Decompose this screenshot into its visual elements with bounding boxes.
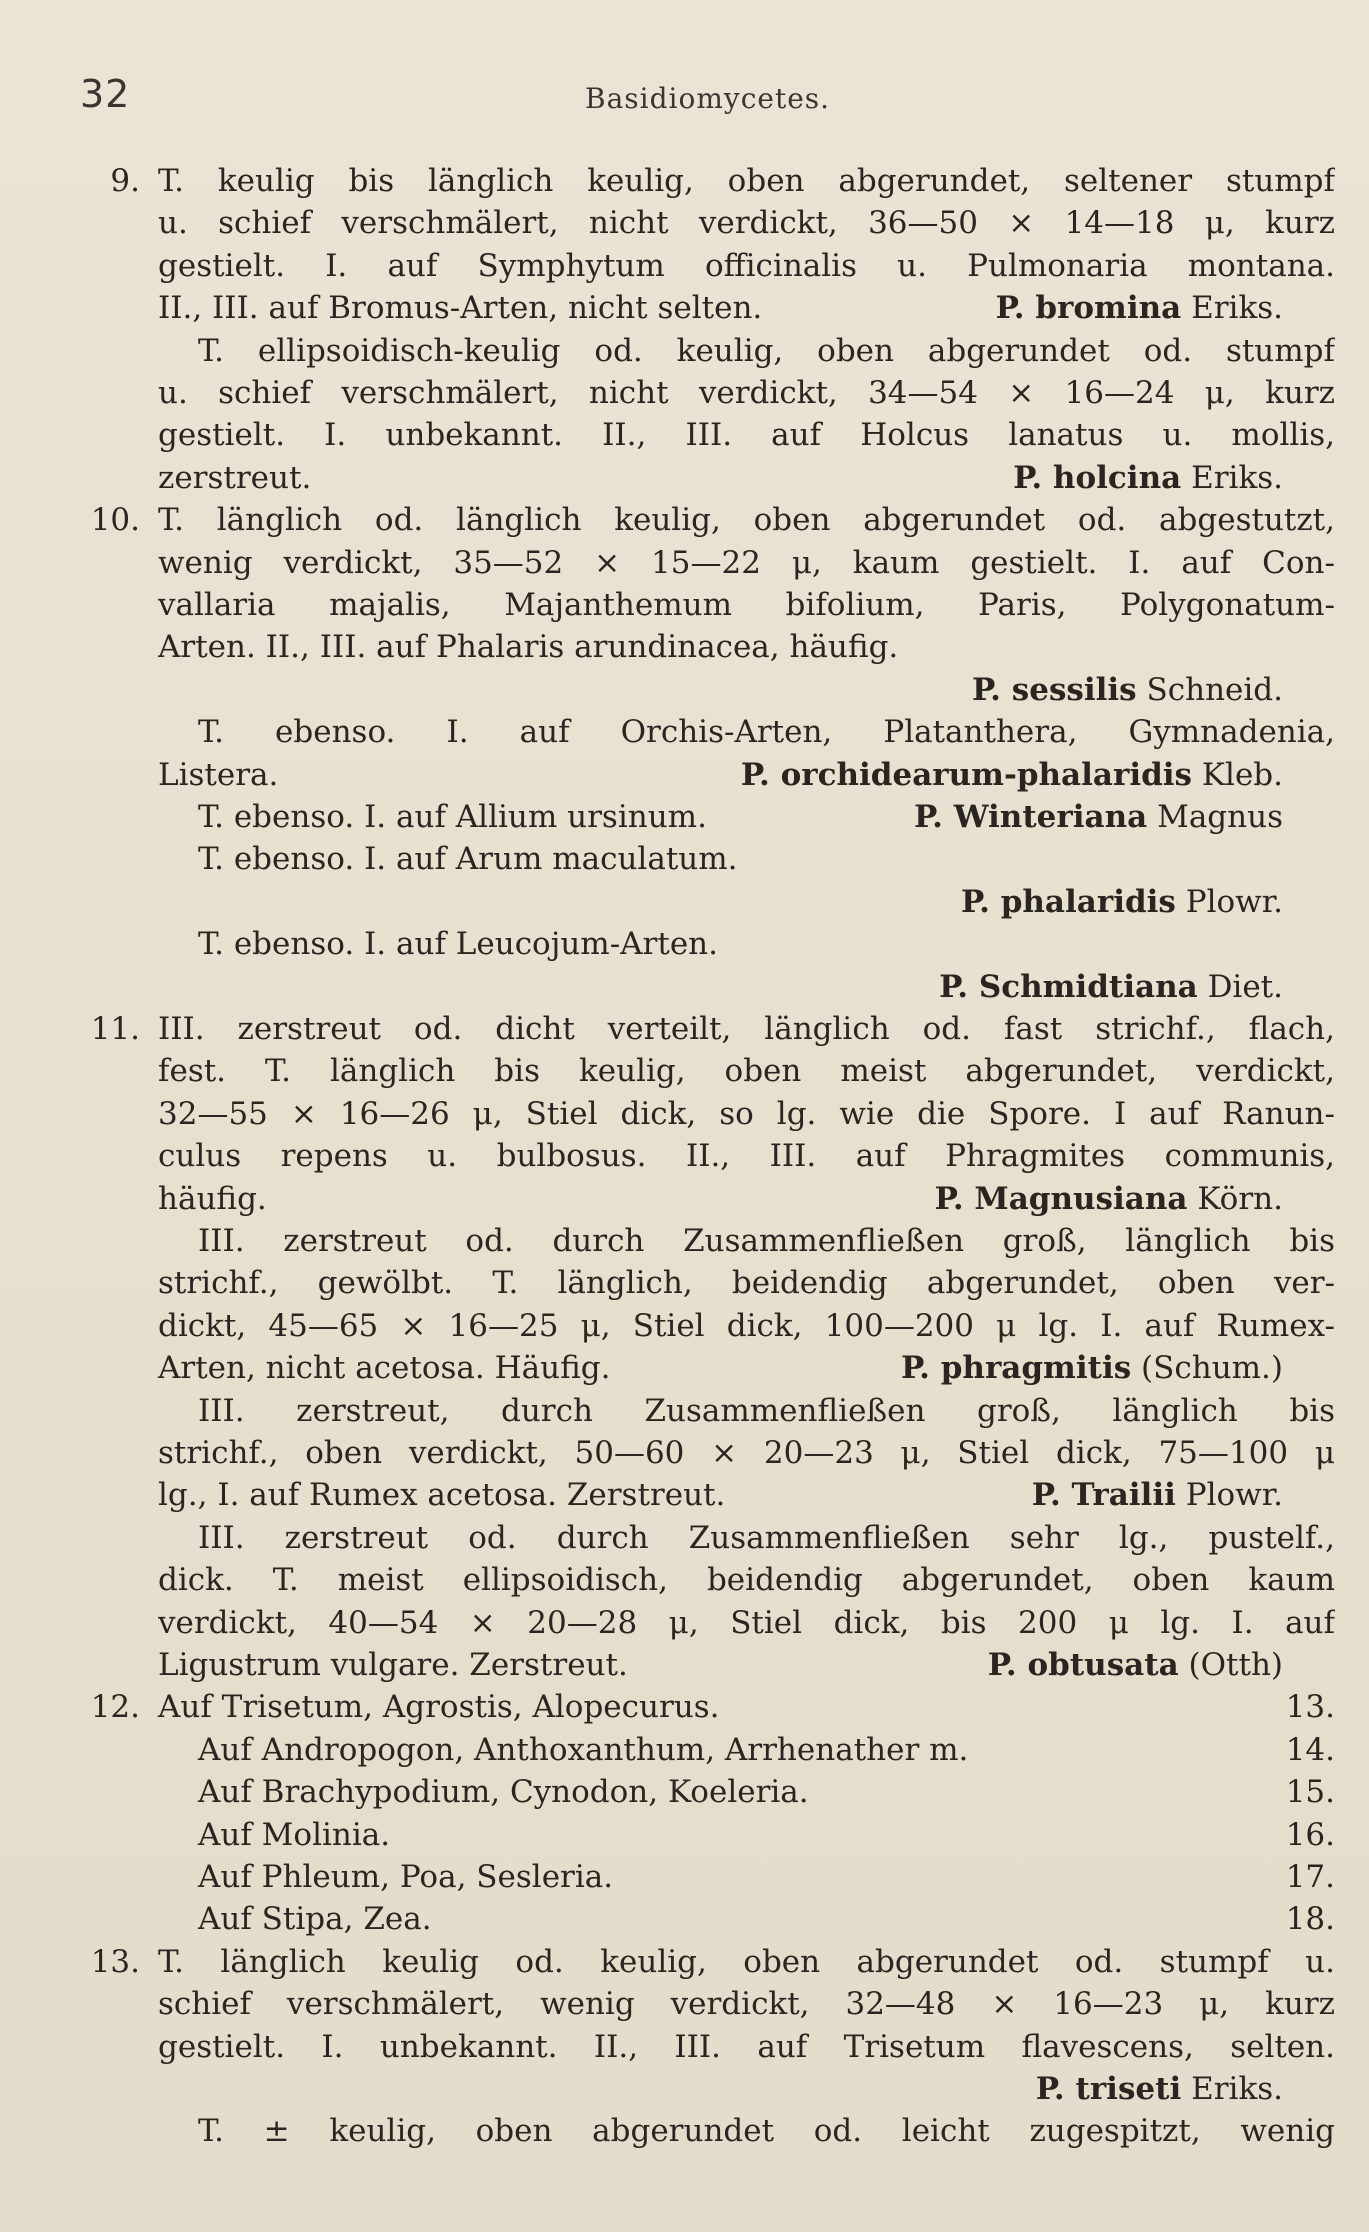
text-line: [70, 372, 1335, 414]
species-citation: [972, 669, 1283, 711]
line-text: gestielt. I. unbekannt. II., III. auf Holcus lanatus u. mollis,: [158, 417, 1335, 454]
page-number: 32: [80, 72, 131, 116]
text-line: [70, 457, 1335, 499]
line-text: T. ± keulig, oben abgerundet od. leicht zugespitzt, wenig: [198, 2113, 1335, 2150]
key-lead-target: 17.: [1285, 1859, 1335, 1895]
text-line: [70, 330, 1335, 372]
text-line: [70, 542, 1335, 584]
species-citation: [988, 1644, 1283, 1686]
key-lead-text: Auf Molinia.: [198, 1816, 391, 1853]
text-line: [70, 1814, 1335, 1856]
text-line: [70, 1050, 1335, 1092]
line-text: III. zerstreut, durch Zusammenfließen groß, länglich bis: [198, 1392, 1335, 1429]
species-name: P. Trailii: [1031, 1477, 1176, 1514]
species-author: (Schum.): [1141, 1350, 1283, 1387]
text-line: [70, 2026, 1335, 2068]
line-text: T. länglich keulig od. keulig, oben abgerundet od. stumpf u.: [158, 1943, 1335, 1980]
species-citation: [935, 1178, 1283, 1220]
line-text: 32—55 × 16—26 μ, Stiel dick, so lg. wie die Spore. I auf Ranun-: [158, 1095, 1335, 1132]
text-line: [70, 160, 1335, 202]
species-name: P. Magnusiana: [934, 1180, 1188, 1217]
text-line: [70, 881, 1335, 923]
entry-number: 12.: [90, 1689, 140, 1726]
text-line: [70, 754, 1335, 796]
species-citation: [1013, 457, 1283, 499]
text-line: [70, 1602, 1335, 1644]
species-author: Eriks.: [1191, 459, 1283, 496]
text-line: [70, 245, 1335, 287]
line-text: gestielt. I. auf Symphytum officinalis u. Pulmonaria montana.: [158, 247, 1335, 284]
text-line: [70, 2110, 1335, 2152]
text-line: [70, 499, 1335, 541]
text-line: [70, 1347, 1335, 1389]
species-name: P. triseti: [1035, 2071, 1182, 2107]
text-line: [70, 1474, 1335, 1516]
species-name: P. orchidearum-phalaridis: [740, 756, 1193, 793]
text-line: [70, 1220, 1335, 1262]
key-lead-target: 15.: [1285, 1774, 1335, 1811]
line-text: strichf., oben verdickt, 50—60 × 20—23 μ, Stiel dick, 75—100 μ: [158, 1435, 1335, 1471]
text-line: [70, 584, 1335, 626]
text-line: [70, 966, 1335, 1008]
species-citation: [1032, 1474, 1283, 1516]
line-text: Arten. II., III. auf Phalaris arundinacea, häufig.: [158, 629, 899, 666]
species-name: P. phragmitis: [900, 1350, 1132, 1387]
text-line: [70, 1771, 1335, 1813]
line-text: u. schief verschmälert, nicht verdickt, 36—50 × 14—18 μ, kurz: [158, 205, 1335, 242]
species-author: Eriks.: [1191, 2071, 1283, 2107]
line-text: verdickt, 40—54 × 20—28 μ, Stiel dick, bis 200 μ lg. I. auf: [158, 1604, 1335, 1641]
key-lead-text: Auf Phleum, Poa, Sesleria.: [198, 1859, 614, 1895]
text-line: [70, 1178, 1335, 1220]
text-line: [70, 287, 1335, 329]
page-header: [80, 72, 1330, 122]
line-text: u. schief verschmälert, nicht verdickt, 34—54 × 16—24 μ, kurz: [158, 375, 1335, 411]
line-text: T. ebenso. I. auf Allium ursinum.: [198, 799, 707, 835]
species-citation: [1036, 2068, 1283, 2110]
line-text: Ligustrum vulgare. Zerstreut.: [158, 1647, 628, 1683]
text-line: [70, 1898, 1335, 1940]
species-name: P. Schmidtiana: [939, 968, 1198, 1005]
text-line: [70, 923, 1335, 965]
species-author: Plowr.: [1185, 883, 1283, 920]
key-lead-target: 13.: [1285, 1689, 1335, 1726]
entry-number: 11.: [90, 1011, 140, 1047]
text-line: [70, 1432, 1335, 1474]
species-author: Eriks.: [1191, 290, 1283, 327]
species-name: P. holcina: [1013, 459, 1182, 496]
text-line: [70, 1135, 1335, 1177]
line-text: zerstreut.: [158, 459, 312, 496]
text-line: [70, 1686, 1335, 1728]
line-text: Arten, nicht acetosa. Häufig.: [158, 1350, 611, 1387]
line-text: schief verschmälert, wenig verdickt, 32—48 × 16—23 μ, kurz: [158, 1986, 1335, 2023]
text-line: [70, 1644, 1335, 1686]
species-citation: [939, 966, 1283, 1008]
text-line: [70, 711, 1335, 753]
species-author: (Otth): [1188, 1647, 1283, 1683]
species-author: Körn.: [1197, 1180, 1283, 1217]
species-author: Schneid.: [1146, 671, 1283, 708]
line-text: strichf., gewölbt. T. länglich, beidendig abgerundet, oben ver-: [158, 1265, 1335, 1302]
text-line: [70, 626, 1335, 668]
line-text: wenig verdickt, 35—52 × 15—22 μ, kaum gestielt. I. auf Con-: [158, 544, 1335, 581]
line-text: III. zerstreut od. durch Zusammenfließen groß, länglich bis: [198, 1223, 1335, 1259]
species-citation: [901, 1347, 1283, 1389]
text-line: [70, 202, 1335, 244]
line-text: II., III. auf Bromus-Arten, nicht selten.: [158, 290, 763, 327]
text-line: [70, 1729, 1335, 1771]
entry-number: 10.: [90, 502, 140, 539]
key-lead-text: Auf Stipa, Zea.: [198, 1901, 432, 1938]
key-lead-target: 16.: [1285, 1816, 1335, 1853]
text-line: [70, 1305, 1335, 1347]
line-text: T. ebenso. I. auf Leucojum-Arten.: [198, 926, 718, 963]
text-line: [70, 1093, 1335, 1135]
key-lead-text: Auf Brachypodium, Cynodon, Koeleria.: [198, 1774, 809, 1811]
line-text: T. länglich od. länglich keulig, oben abgerundet od. abgestutzt,: [158, 502, 1335, 539]
text-line: [70, 1559, 1335, 1601]
line-text: T. ebenso. I. auf Arum maculatum.: [198, 841, 738, 878]
line-text: T. ebenso. I. auf Orchis-Arten, Platanthera, Gymnadenia,: [198, 714, 1335, 751]
line-text: III. zerstreut od. dicht verteilt, länglich od. fast strichf., flach,: [158, 1011, 1335, 1047]
line-text: dick. T. meist ellipsoidisch, beidendig abgerundet, oben kaum: [158, 1562, 1335, 1599]
text-line: [70, 1517, 1335, 1559]
text-line: [70, 1856, 1335, 1898]
text-line: [70, 1983, 1335, 2025]
key-lead-target: 14.: [1285, 1731, 1335, 1768]
line-text: dickt, 45—65 × 16—25 μ, Stiel dick, 100—200 μ lg. I. auf Rumex-: [158, 1307, 1335, 1344]
species-author: Plowr.: [1185, 1477, 1283, 1514]
line-text: fest. T. länglich bis keulig, oben meist abgerundet, verdickt,: [158, 1053, 1335, 1090]
species-author: Kleb.: [1201, 756, 1283, 793]
text-line: [70, 669, 1335, 711]
text-line: [70, 1262, 1335, 1304]
line-text: vallaria majalis, Majanthemum bifolium, Paris, Polygonatum-: [158, 587, 1335, 623]
species-name: P. Winteriana: [914, 799, 1148, 835]
species-author: Magnus: [1157, 799, 1283, 835]
species-citation: [914, 796, 1283, 838]
text-line: [70, 1941, 1335, 1983]
species-citation: [961, 881, 1283, 923]
text-line: [70, 838, 1335, 880]
line-text: culus repens u. bulbosus. II., III. auf Phragmites communis,: [158, 1138, 1335, 1175]
line-text: Listera.: [158, 756, 279, 793]
species-name: P. bromina: [995, 290, 1182, 327]
text-line: [70, 1390, 1335, 1432]
species-citation: [741, 754, 1283, 796]
line-text: lg., I. auf Rumex acetosa. Zerstreut.: [158, 1477, 726, 1514]
line-text: gestielt. I. unbekannt. II., III. auf Trisetum flavescens, selten.: [158, 2028, 1335, 2065]
text-line: [70, 2068, 1335, 2110]
line-text: häufig.: [158, 1180, 267, 1217]
line-text: T. ellipsoidisch-keulig od. keulig, oben abgerundet od. stumpf: [198, 332, 1335, 369]
species-name: P. sessilis: [972, 671, 1137, 708]
entry-number: 9.: [110, 163, 140, 199]
running-title: Basidiomycetes.: [585, 82, 831, 115]
species-author: Diet.: [1207, 968, 1283, 1005]
line-text: III. zerstreut od. durch Zusammenfließen sehr lg., pustelf.,: [198, 1519, 1335, 1556]
species-name: P. phalaridis: [960, 883, 1176, 920]
entry-number: 13.: [90, 1943, 140, 1980]
key-lead-text: Auf Andropogon, Anthoxanthum, Arrhenather m.: [198, 1731, 969, 1768]
text-line: [70, 1008, 1335, 1050]
species-citation: [996, 287, 1283, 329]
text-line: [70, 414, 1335, 456]
species-name: P. obtusata: [987, 1647, 1179, 1683]
line-text: T. keulig bis länglich keulig, oben abgerundet, seltener stumpf: [158, 163, 1335, 199]
key-lead-text: Auf Trisetum, Agrostis, Alopecurus.: [158, 1689, 720, 1726]
key-lead-target: 18.: [1285, 1901, 1335, 1938]
text-line: [70, 796, 1335, 838]
